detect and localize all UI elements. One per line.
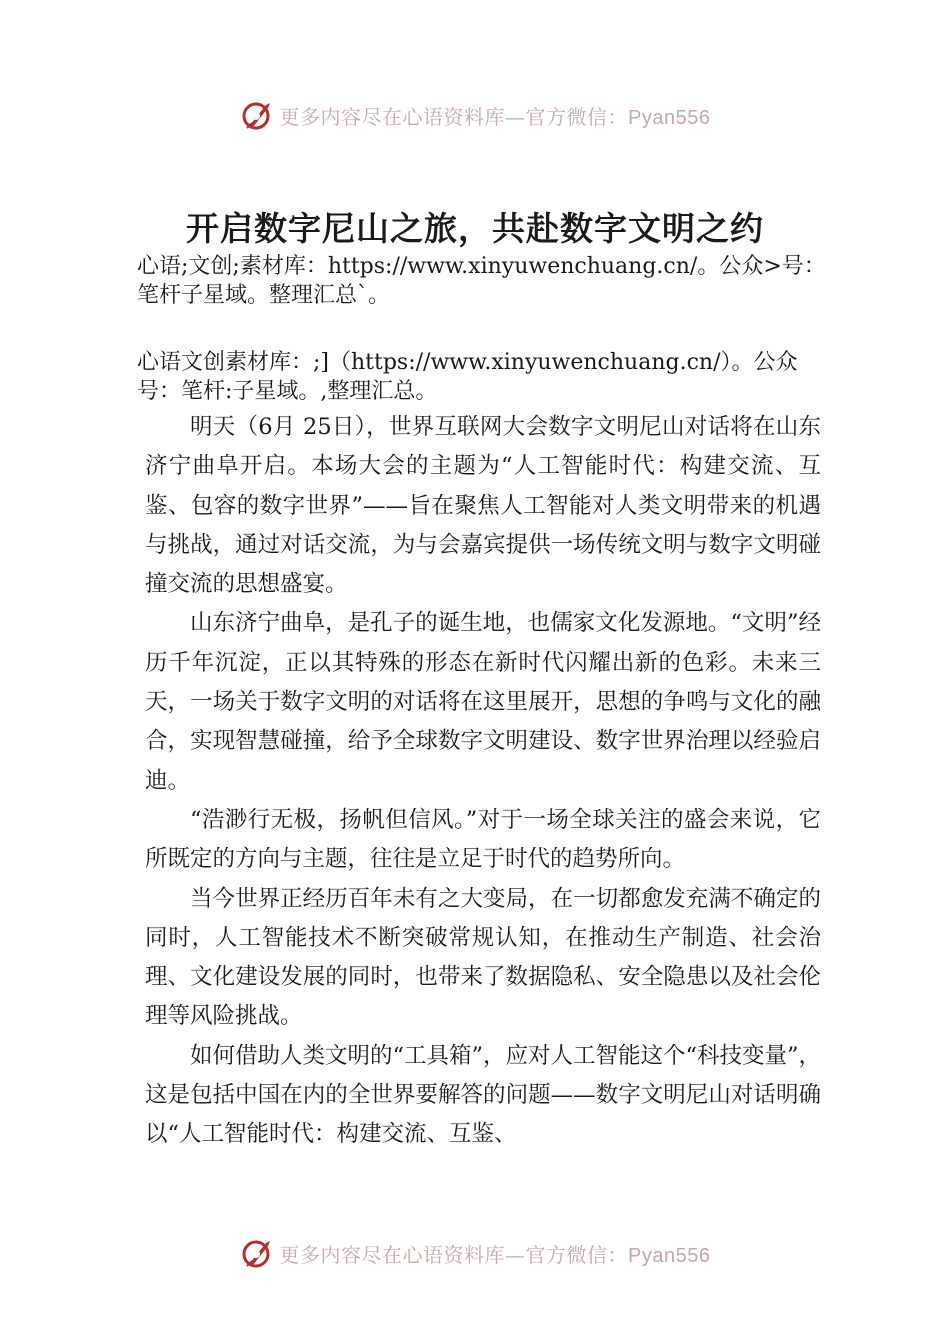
source-note-2: 心语文创素材库：;]（https://www.xinyuwenchuang.cn/）。公众号：笔杆:子星域。,整理汇总。	[137, 350, 798, 404]
quill-pen-logo-icon	[240, 97, 276, 133]
document-body	[145, 408, 821, 1155]
watermark-wechat-id: Pyan556	[628, 106, 711, 129]
watermark-banner-top	[0, 95, 950, 135]
watermark-main-text: 更多内容尽在心语资料库—官方微信：	[279, 104, 629, 129]
source-note-1: 心语;文创;素材库：https://www.xinyuwenchuang.cn/。公众>号：笔杆子星域。整理汇总`。	[137, 254, 826, 308]
watermark-banner-content	[240, 1235, 711, 1271]
watermark-text	[280, 101, 711, 130]
body-paragraph-5: 如何借助人类文明的“工具箱”，应对人工智能这个“科技变量”，这是包括中国在内的全世界要解答的问题——数字文明尼山对话明确以“人工智能时代：构建交流、互鉴、	[145, 1042, 822, 1148]
watermark-wechat-id: Pyan556	[628, 1244, 711, 1267]
watermark-banner-content	[240, 97, 711, 133]
body-paragraph-3: “浩渺行无极，扬帆但信风。”对于一场全球关注的盛会来说，它所既定的方向与主题，往往是立足于时代的趋势所向。	[145, 806, 821, 873]
body-paragraph-2: 山东济宁曲阜，是孔子的诞生地，也儒家文化发源地。“文明”经历千年沉淀，正以其特殊的形态在新时代闪耀出新的色彩。未来三天，一场关于数字文明的对话将在这里展开，思想的争鸣与文化的融合，实现智慧碰撞，给予全球数字文明建设、数字世界治理以经验启迪。	[145, 610, 821, 794]
watermark-banner-bottom	[0, 1233, 950, 1273]
body-paragraph-1: 明天（6月 25日），世界互联网大会数字文明尼山对话将在山东济宁曲阜开启。本场大会的主题为“人工智能时代：构建交流、互鉴、包容的数字世界”——旨在聚焦人工智能对人类文明带来的机遇与挑战，通过对话交流，为与会嘉宾提供一场传统文明与数字文明碰撞交流的思想盛宴。	[145, 414, 821, 598]
document-title: 开启数字尼山之旅，共赴数字文明之约	[186, 209, 764, 248]
watermark-main-text: 更多内容尽在心语资料库—官方微信：	[279, 1242, 629, 1267]
body-paragraph-4: 当今世界正经历百年未有之大变局，在一切都愈发充满不确定的同时，人工智能技术不断突破常规认知，在推动生产制造、社会治理、文化建设发展的同时，也带来了数据隐私、安全隐患以及社会伦理等风险挑战。	[145, 885, 821, 1030]
watermark-text	[280, 1239, 711, 1268]
quill-pen-logo-icon	[240, 1235, 276, 1271]
